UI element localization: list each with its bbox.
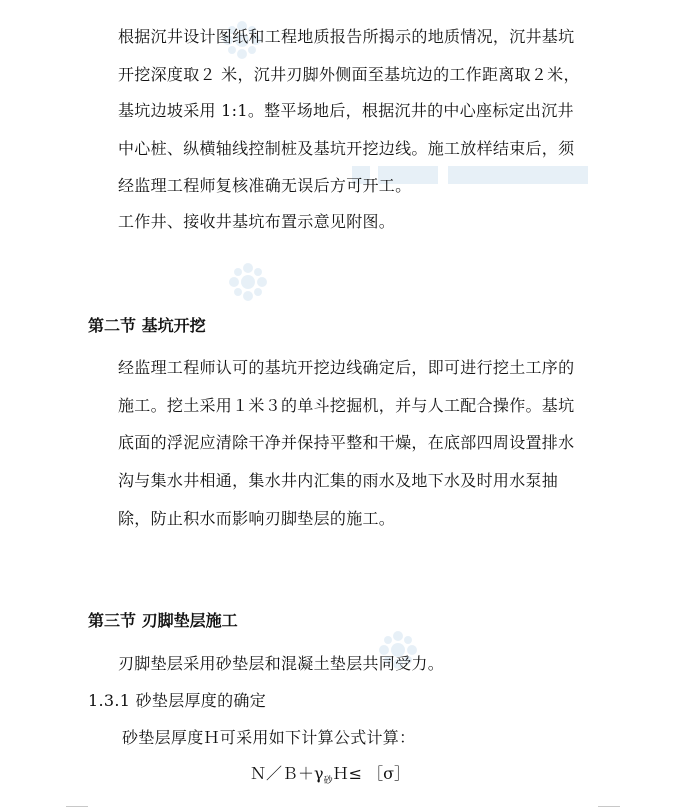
formula-rest: Ｈ≤ ［σ］ — [332, 764, 411, 783]
paragraph-line: 砂垫层厚度Ｈ可采用如下计算公式计算： — [122, 728, 416, 747]
subsection-heading: 1.3.1 砂垫层厚度的确定 — [88, 691, 266, 710]
formula-main: Ｎ／Ｂ＋γ — [250, 764, 324, 783]
paragraph-line: 工作井、接收井基坑布置示意见附图。 — [118, 212, 396, 231]
section-heading: 第三节 刃脚垫层施工 — [88, 611, 238, 630]
paragraph-line: 经监理工程师认可的基坑开挖边线确定后，即可进行挖土工序的 — [118, 358, 575, 377]
formula-subscript: 砂 — [323, 776, 333, 786]
watermark-logo-icon — [228, 262, 268, 302]
paragraph-line: 基坑边坡采用 1:1。整平场地后，根据沉井的中心座标定出沉井 — [118, 101, 574, 120]
paragraph-line: 沟与集水井相通，集水井内汇集的雨水及地下水及时用水泵抽 — [118, 471, 559, 490]
paragraph-line: 刃脚垫层采用砂垫层和混凝土垫层共同受力。 — [118, 654, 445, 673]
paragraph-line: 经监理工程师复核准确无误后方可开工。 — [118, 176, 412, 195]
paragraph-line: 底面的浮泥应清除干净并保持平整和干燥，在底部四周设置排水 — [118, 433, 575, 452]
page-corner-mark — [66, 806, 88, 807]
paragraph-line: 开挖深度取２ 米，沉井刃脚外侧面至基坑边的工作距离取２米， — [118, 65, 580, 84]
page-corner-mark — [598, 806, 620, 807]
section-heading: 第二节 基坑开挖 — [88, 316, 206, 335]
paragraph-line: 施工。挖土采用１米３的单斗挖掘机，并与人工配合操作。基坑 — [118, 396, 575, 415]
formula — [250, 764, 410, 791]
paragraph-line: 根据沉井设计图纸和工程地质报告所揭示的地质情况，沉井基坑 — [118, 27, 575, 46]
paragraph-line: 中心桩、纵横轴线控制桩及基坑开挖边线。施工放样结束后，须 — [118, 139, 575, 158]
paragraph-line: 除，防止积水而影响刃脚垫层的施工。 — [118, 509, 396, 528]
